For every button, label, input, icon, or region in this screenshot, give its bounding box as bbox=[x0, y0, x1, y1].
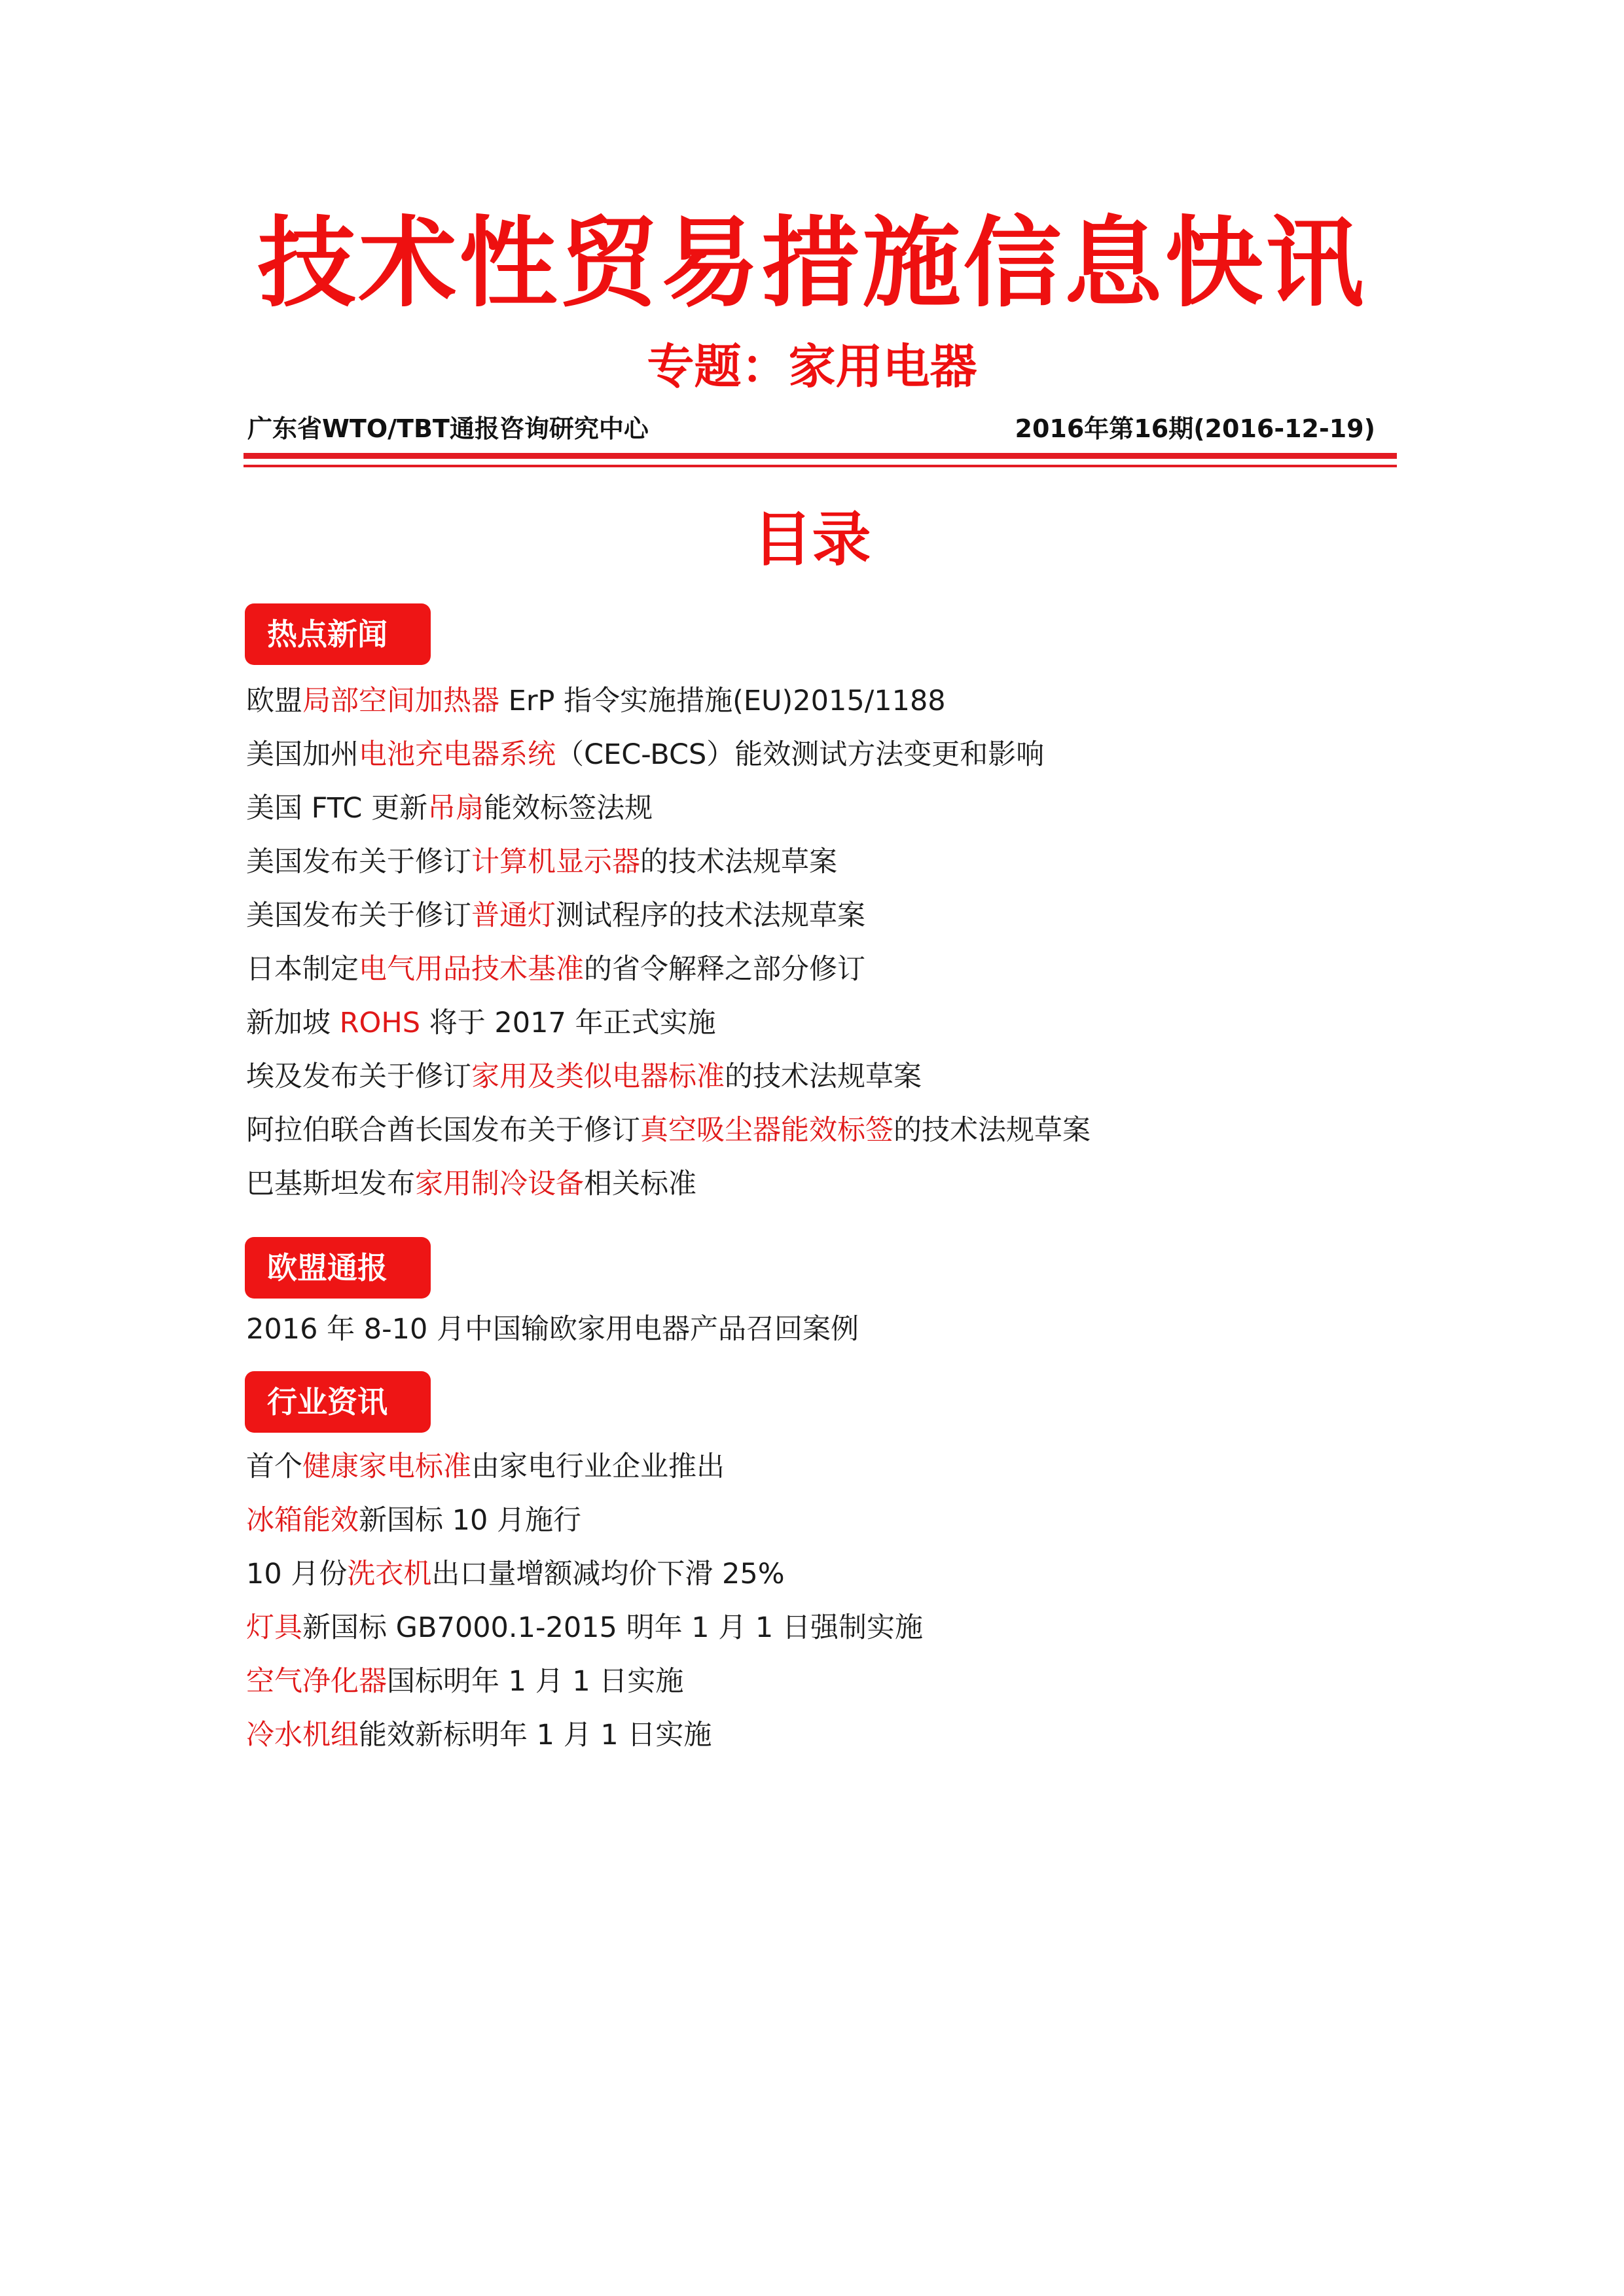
section-badge-eu-notification: 欧盟通报 bbox=[245, 1237, 431, 1299]
toc-item-text: 由家电行业企业推出 bbox=[471, 1450, 725, 1483]
toc-item-keyword: 真空吸尘器能效标签 bbox=[640, 1114, 893, 1147]
toc-item-text: ErP 指令实施措施(EU)2015/1188 bbox=[499, 685, 946, 717]
toc-item-text: 能效新标明年 1 月 1 日实施 bbox=[359, 1719, 712, 1751]
toc-item-keyword: 计算机显示器 bbox=[471, 846, 640, 878]
publisher-name: 广东省WTO/TBT通报咨询研究中心 bbox=[247, 414, 649, 443]
toc-item[interactable] bbox=[246, 1302, 859, 1356]
toc-item[interactable] bbox=[246, 1601, 923, 1655]
toc-item-text: 美国发布关于修订 bbox=[246, 846, 471, 878]
toc-item-text: 新国标 10 月施行 bbox=[359, 1504, 582, 1537]
toc-item-keyword: 家用制冷设备 bbox=[415, 1168, 584, 1200]
toc-item[interactable] bbox=[246, 1494, 923, 1547]
toc-item-text: 相关标准 bbox=[584, 1168, 696, 1200]
toc-item-text: 美国 FTC 更新 bbox=[246, 792, 428, 825]
toc-item-text: 日本制定 bbox=[246, 953, 359, 986]
toc-item-text: 能效标签法规 bbox=[484, 792, 653, 825]
toc-item-keyword: 吊扇 bbox=[427, 792, 484, 825]
toc-item-keyword: 灯具 bbox=[246, 1611, 302, 1644]
toc-item[interactable] bbox=[246, 889, 1091, 942]
toc-item-text: 新加坡 bbox=[246, 1007, 340, 1039]
toc-item-text: 首个 bbox=[246, 1450, 302, 1483]
toc-item-text: 埃及发布关于修订 bbox=[246, 1060, 471, 1093]
toc-item-keyword: 健康家电标准 bbox=[302, 1450, 471, 1483]
newsletter-subtitle: 专题：家用电器 bbox=[647, 339, 977, 394]
toc-item-text: 的省令解释之部分修订 bbox=[584, 953, 865, 986]
section-badge-hot-news: 热点新闻 bbox=[245, 603, 431, 665]
toc-item[interactable] bbox=[246, 1050, 1091, 1103]
industry-news-list bbox=[246, 1440, 923, 1762]
toc-item[interactable] bbox=[246, 728, 1091, 781]
toc-item[interactable] bbox=[246, 1655, 923, 1708]
toc-item-text: 测试程序的技术法规草案 bbox=[556, 899, 865, 932]
toc-item-text: （CEC-BCS）能效测试方法变更和影响 bbox=[556, 738, 1045, 771]
toc-item-keyword: 冷水机组 bbox=[246, 1719, 359, 1751]
eu-notification-list bbox=[246, 1302, 859, 1356]
toc-item-text: 的技术法规草案 bbox=[725, 1060, 922, 1093]
toc-item-text: 阿拉伯联合酋长国发布关于修订 bbox=[246, 1114, 640, 1147]
toc-item-keyword: 洗衣机 bbox=[347, 1558, 432, 1590]
toc-item-text: 10 月份 bbox=[246, 1558, 348, 1590]
toc-item-text: 美国加州 bbox=[246, 738, 359, 771]
toc-item-keyword: 电气用品技术基准 bbox=[359, 953, 584, 986]
toc-item-keyword: 电池充电器系统 bbox=[359, 738, 556, 771]
toc-item[interactable] bbox=[246, 674, 1091, 728]
toc-title: 目录 bbox=[753, 505, 871, 574]
toc-item-keyword: 空气净化器 bbox=[246, 1665, 387, 1698]
toc-item-text: 欧盟 bbox=[246, 685, 302, 717]
toc-item[interactable] bbox=[246, 1547, 923, 1601]
toc-item-text: 新国标 GB7000.1-2015 明年 1 月 1 日强制实施 bbox=[302, 1611, 923, 1644]
toc-item-text: 2016 年 8-10 月中国输欧家用电器产品召回案例 bbox=[246, 1313, 859, 1346]
toc-item-keyword: 家用及类似电器标准 bbox=[471, 1060, 725, 1093]
toc-item[interactable] bbox=[246, 1103, 1091, 1157]
toc-item[interactable] bbox=[246, 1440, 923, 1494]
toc-item[interactable] bbox=[246, 835, 1091, 889]
header-rule-thick bbox=[244, 453, 1397, 459]
toc-item-keyword: 冰箱能效 bbox=[246, 1504, 359, 1537]
toc-item-text: 出口量增额减均价下滑 25% bbox=[431, 1558, 785, 1590]
section-badge-industry-news: 行业资讯 bbox=[245, 1371, 431, 1433]
toc-item[interactable] bbox=[246, 996, 1091, 1050]
toc-item[interactable] bbox=[246, 1708, 923, 1762]
toc-item[interactable] bbox=[246, 781, 1091, 835]
header-rule-thin bbox=[244, 465, 1397, 467]
toc-item[interactable] bbox=[246, 942, 1091, 996]
toc-item-text: 的技术法规草案 bbox=[893, 1114, 1091, 1147]
hot-news-list bbox=[246, 674, 1091, 1211]
toc-item-text: 的技术法规草案 bbox=[640, 846, 837, 878]
toc-item-text: 国标明年 1 月 1 日实施 bbox=[387, 1665, 684, 1698]
toc-item-keyword: 普通灯 bbox=[471, 899, 556, 932]
newsletter-title: 技术性贸易措施信息快讯 bbox=[257, 207, 1367, 321]
toc-item-text: 将于 2017 年正式实施 bbox=[420, 1007, 716, 1039]
toc-item[interactable] bbox=[246, 1157, 1091, 1211]
issue-number: 2016年第16期(2016-12-19) bbox=[1015, 414, 1375, 443]
toc-item-text: 美国发布关于修订 bbox=[246, 899, 471, 932]
toc-item-keyword: ROHS bbox=[339, 1007, 421, 1039]
toc-item-text: 巴基斯坦发布 bbox=[246, 1168, 415, 1200]
toc-item-keyword: 局部空间加热器 bbox=[302, 685, 499, 717]
